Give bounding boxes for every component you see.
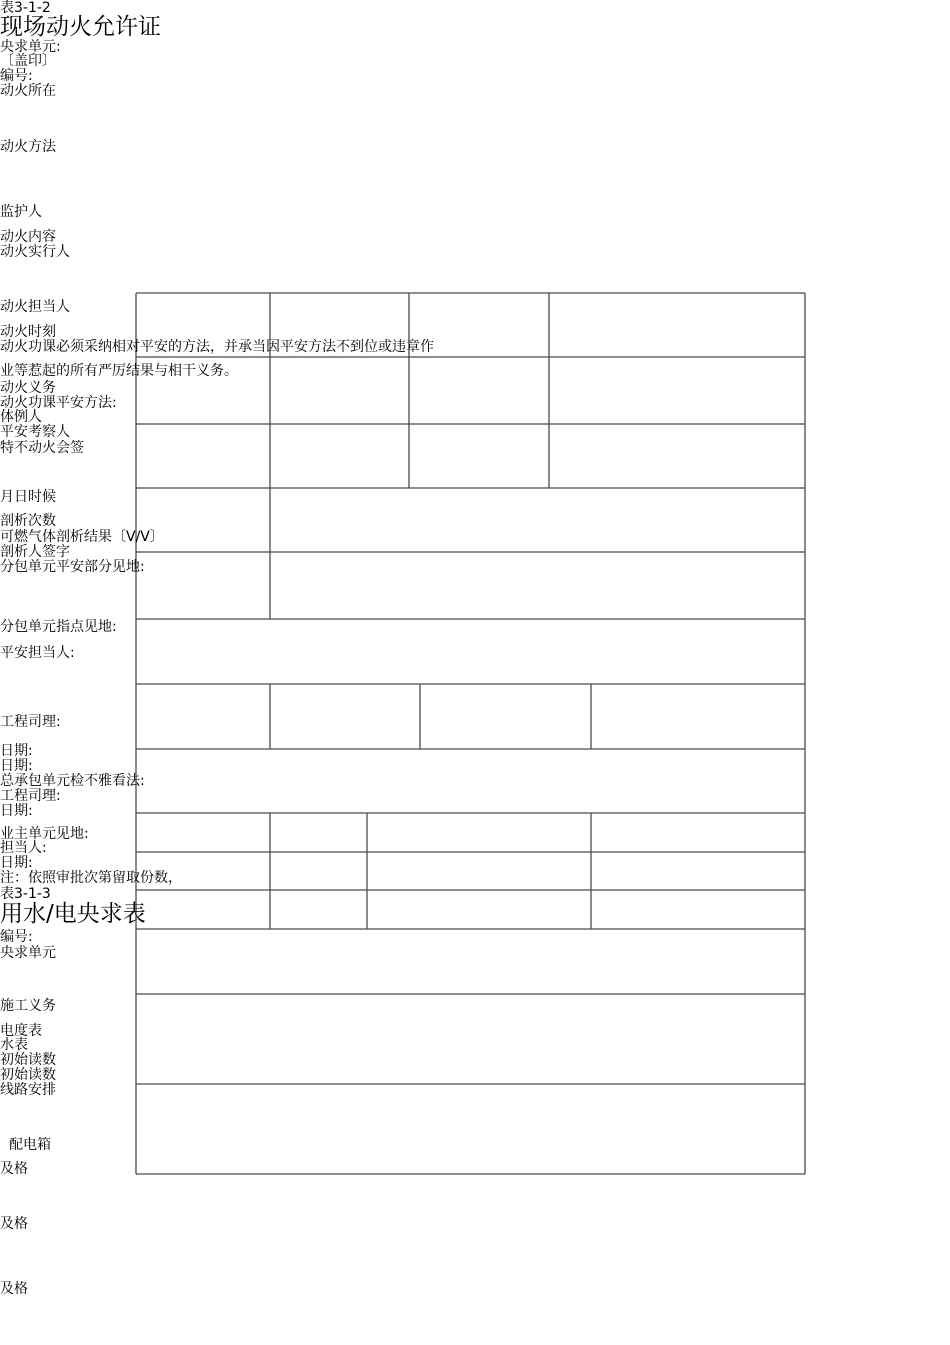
fire-time-label: 动火时刻	[0, 324, 56, 340]
fire-method-label: 动火方法	[0, 139, 56, 155]
project-manager-label-2: 工程司理:	[0, 788, 61, 804]
fire-content-label: 动火内容	[0, 229, 56, 245]
form1-title: 现场动火允许证	[0, 14, 161, 40]
analysis-count-label: 剖析次数	[0, 513, 56, 529]
qualified-label-2: 及格	[0, 1216, 28, 1232]
note-text: 注：依照审批次第留取份数，	[0, 870, 182, 886]
analyst-sign-label: 剖析人签字	[0, 544, 70, 560]
construction-task-label: 施工义务	[0, 998, 56, 1014]
sub-safety-opinion-label: 分包单元平安部分见地:	[0, 559, 145, 575]
serial-no-label-2: 编号:	[0, 929, 33, 945]
initial-reading-label-1: 初始读数	[0, 1052, 56, 1068]
qualified-label-3: 及格	[0, 1281, 28, 1297]
duty-text-line-2: 业等惹起的所有严厉结果与相干义务。	[0, 363, 238, 379]
date-label-4: 日期:	[0, 855, 33, 871]
form2-number: 表3-1-3	[0, 886, 51, 902]
date-label-2: 日期:	[0, 758, 33, 774]
fire-location-label: 动火所在	[0, 83, 56, 99]
serial-no-label: 编号:	[0, 68, 33, 84]
general-check-label: 总承包单元检不雅看法:	[0, 773, 145, 789]
fire-duty-label: 动火义务	[0, 380, 56, 396]
date-label-3: 日期:	[0, 803, 33, 819]
guardian-label: 监护人	[0, 204, 42, 220]
applicant-unit-label: 央求单元:	[0, 39, 61, 55]
duty-text-line-1: 动火功课必须采纳相对平安的方法，并承当因平安方法不到位或违章作	[0, 339, 434, 355]
fire-supervisor-label: 动火担当人	[0, 299, 70, 315]
electric-meter-label: 电度表	[0, 1023, 42, 1039]
safety-manager-label: 平安担当人:	[0, 645, 75, 661]
safety-measures-label: 动火功课平安方法:	[0, 395, 117, 411]
project-manager-label-1: 工程司理:	[0, 714, 61, 730]
safety-inspector-label: 平安考察人	[0, 424, 70, 440]
date-time-label: 月日时候	[0, 489, 56, 505]
body-person-label: 体例人	[0, 409, 42, 425]
qualified-label-1: 及格	[0, 1161, 28, 1177]
line-arrangement-label: 线路安排	[0, 1082, 56, 1098]
owner-opinion-label: 业主单元见地:	[0, 826, 89, 842]
applicant-unit-label-2: 央求单元	[0, 945, 56, 961]
fire-executor-label: 动火实行人	[0, 244, 70, 260]
sub-guidance-opinion-label: 分包单元指点见地:	[0, 619, 117, 635]
distribution-box-label: 配电箱	[9, 1137, 51, 1153]
form2-title: 用水/电央求表	[0, 901, 146, 927]
gas-result-label: 可燃气体剖析结果〔V/V〕	[0, 529, 164, 545]
form1-number: 表3-1-2	[0, 0, 51, 16]
responsible-person-label: 担当人:	[0, 840, 47, 856]
special-countersign-label: 特不动火会签	[0, 440, 84, 456]
seal-label: 〔盖印〕	[0, 53, 56, 69]
initial-reading-label-2: 初始读数	[0, 1067, 56, 1083]
water-meter-label: 水表	[0, 1037, 28, 1053]
date-label-1: 日期:	[0, 743, 33, 759]
